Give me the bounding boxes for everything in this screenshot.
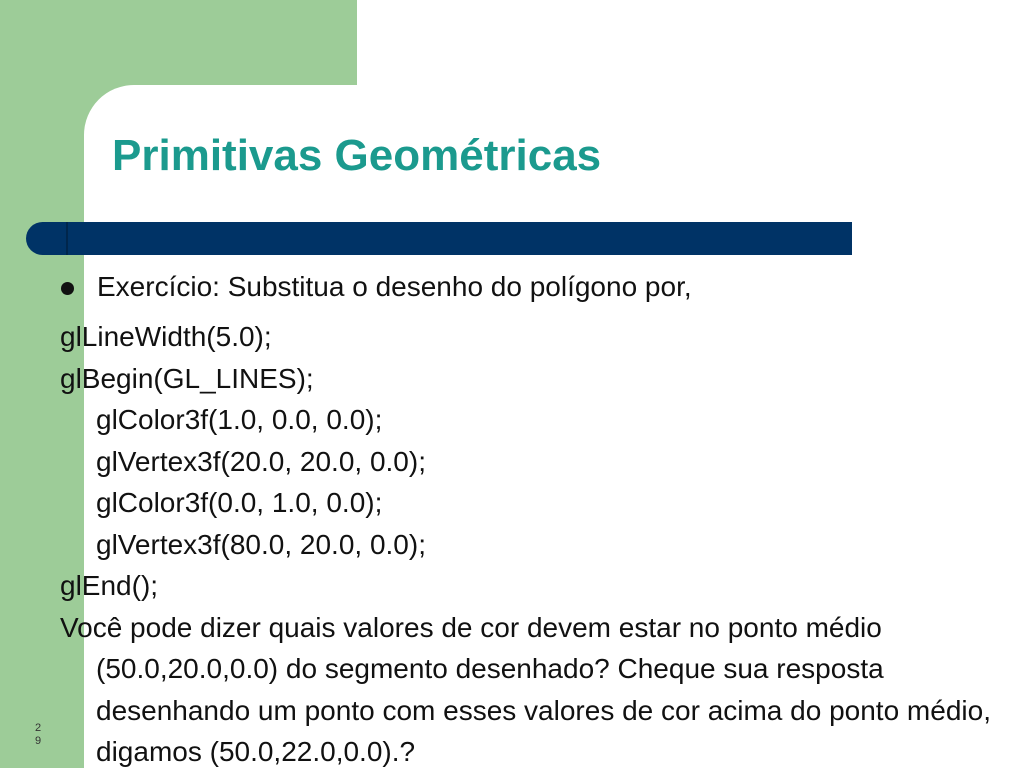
question-paragraph: Você pode dizer quais valores de cor devem estar no ponto médio (50.0,20.0,0.0) do segmento desenhado? Cheque sua resposta desenhando um ponto com esses valores de cor acima do ponto médio, digamos (50.0,22.0,0.0).? (60, 611, 991, 767)
title-bar-divider (66, 222, 68, 255)
bullet-text: Exercício: Substitua o desenho do polígono por, (97, 271, 692, 302)
bullet-item (60, 268, 1020, 306)
page-number: 29 (34, 722, 42, 747)
code-line-begin: glBegin(GL_LINES); (60, 362, 314, 394)
bullet-dot-icon (61, 282, 74, 295)
slide-title: Primitivas Geométricas (112, 131, 602, 180)
title-underline-bar (26, 222, 852, 255)
code-line-linewidth: glLineWidth(5.0); (60, 321, 272, 352)
code-line-color-green: glColor3f(0.0, 1.0, 0.0); (96, 487, 383, 518)
code-line-color-red: glColor3f(1.0, 0.0, 0.0); (96, 404, 383, 435)
code-line-vertex-start: glVertex3f(20.0, 20.0, 0.0); (96, 445, 426, 477)
code-line-vertex-end: glVertex3f(80.0, 20.0, 0.0); (96, 528, 426, 560)
slide-body (60, 268, 1020, 773)
code-line-end: glEnd(); (60, 570, 159, 601)
